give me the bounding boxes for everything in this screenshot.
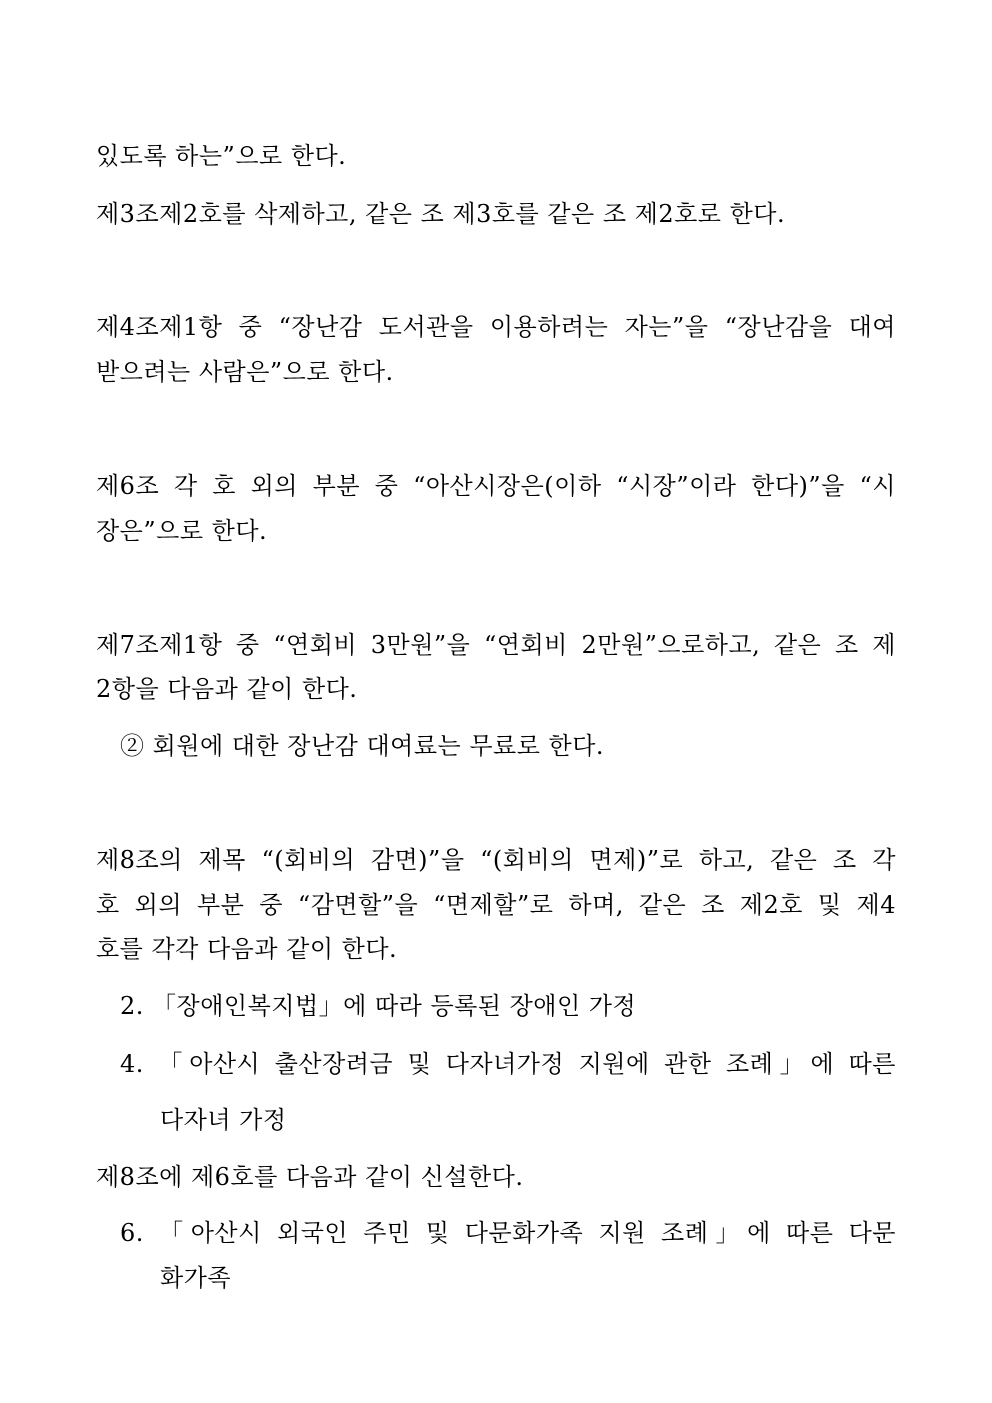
text-line: 제6조 각 호 외의 부분 중 “아산시장은(이하 “시장”이라 한다)”을 “시 bbox=[96, 472, 896, 500]
text-line: ② 회원에 대한 장난감 대여료는 무료로 한다. bbox=[120, 732, 605, 760]
text-line: 제4조제1항 중 “장난감 도서관을 이용하려는 자는”을 “장난감을 대여 bbox=[96, 313, 896, 341]
text-line: 제8조의 제목 “(회비의 감면)”을 “(회비의 면제)”로 하고, 같은 조 각 bbox=[96, 846, 896, 874]
text-line: 받으려는 사람은”으로 한다. bbox=[96, 358, 394, 386]
list-item-continuation: 화가족 bbox=[160, 1264, 232, 1292]
list-item-continuation: 다자녀 가정 bbox=[160, 1106, 287, 1134]
text-line: 제8조에 제6호를 다음과 같이 신설한다. bbox=[96, 1163, 524, 1191]
list-item: 4. 「아산시 출산장려금 및 다자녀가정 지원에 관한 조례」에 따른 bbox=[120, 1050, 896, 1078]
text-line: 호를 각각 다음과 같이 한다. bbox=[96, 935, 398, 963]
text-line: 제3조제2호를 삭제하고, 같은 조 제3호를 같은 조 제2호로 한다. bbox=[96, 200, 786, 228]
text-line: 있도록 하는”으로 한다. bbox=[96, 142, 347, 170]
text-line: 장은”으로 한다. bbox=[96, 517, 268, 545]
text-line: 제7조제1항 중 “연회비 3만원”을 “연회비 2만원”으로하고, 같은 조 제 bbox=[96, 631, 896, 659]
list-item: 2. 「장애인복지법」에 따라 등록된 장애인 가정 bbox=[120, 992, 637, 1020]
text-line: 2항을 다음과 같이 한다. bbox=[96, 675, 358, 703]
list-item: 6. 「아산시 외국인 주민 및 다문화가족 지원 조례」에 따른 다문 bbox=[120, 1219, 896, 1247]
text-line: 호 외의 부분 중 “감면할”을 “면제할”로 하며, 같은 조 제2호 및 제4 bbox=[96, 891, 896, 919]
